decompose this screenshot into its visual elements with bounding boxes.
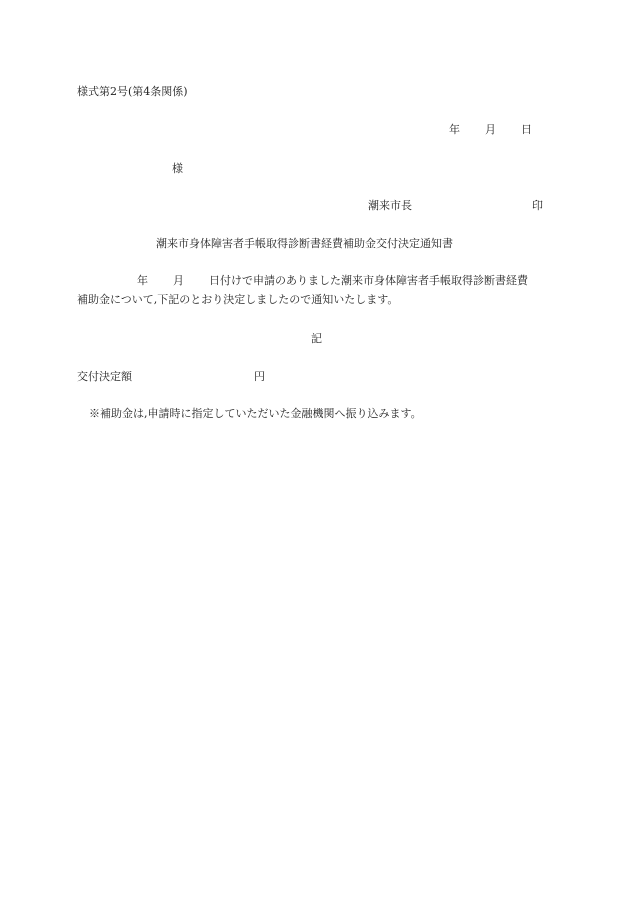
body-year-label: 年 xyxy=(137,274,148,287)
body-text-line-1: 日付けで申請のありました潮来市身体障害者手帳取得診断書経費 xyxy=(209,274,528,287)
seal-mark: 印 xyxy=(532,199,543,212)
date-day-label: 日 xyxy=(521,123,532,136)
amount-unit: 円 xyxy=(254,370,265,383)
issuer-title: 潮来市長 xyxy=(368,199,412,212)
note-text: ※補助金は,申請時に指定していただいた金融機関へ振り込みます。 xyxy=(89,407,422,420)
date-year-label: 年 xyxy=(449,123,460,136)
form-number: 様式第2号(第4条関係) xyxy=(77,85,188,98)
document-title: 潮来市身体障害者手帳取得診断書経費補助金交付決定通知書 xyxy=(156,237,453,250)
date-month-label: 月 xyxy=(485,123,496,136)
ki-heading: 記 xyxy=(311,332,322,345)
body-month-label: 月 xyxy=(173,274,184,287)
body-text-line-2: 補助金について,下記のとおり決定しましたので通知いたします。 xyxy=(77,293,399,306)
addressee-honorific: 様 xyxy=(172,162,183,175)
amount-label: 交付決定額 xyxy=(77,370,132,383)
